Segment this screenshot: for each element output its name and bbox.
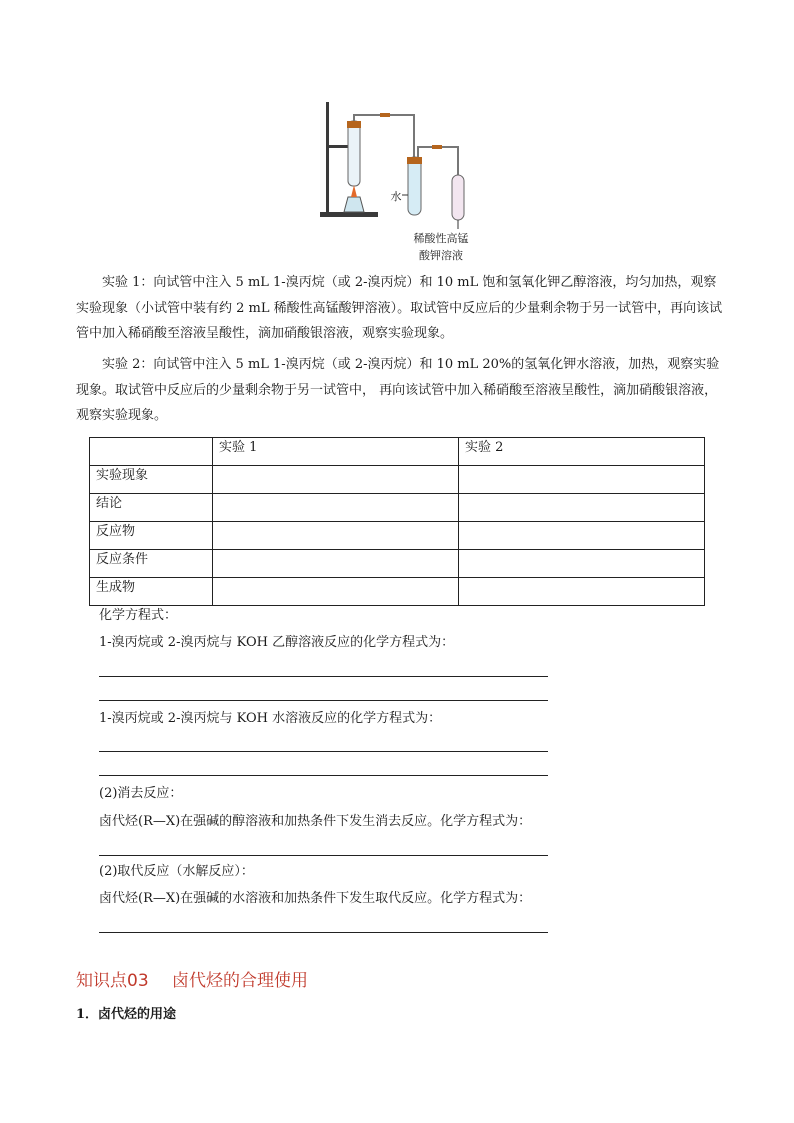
experiment-1-text: 实验 1：向试管中注入 5 mL 1-溴丙烷（或 2-溴丙烷）和 10 mL 饱和氢氧化钾乙醇溶液，均匀加热，观察实验现象（小试管中装有约 2 mL 稀酸性高锰酸钾溶液）。取试管中反应后的少量剩余物于另一试管中，再向该试 管中加入稀硝酸至溶液呈酸性，滴加硝酸银溶液，观察实验现象。 [76,275,723,341]
table-cell [213,494,459,522]
table-row [90,550,705,578]
answer-line [99,700,548,701]
table-row [90,578,705,606]
label-water: 水 [390,190,402,203]
subheading: 1．卤代烃的用途 [76,1007,177,1022]
table-cell [213,550,459,578]
experiment-2-text: 实验 2：向试管中注入 5 mL 1-溴丙烷（或 2-溴丙烷）和 10 mL 20%的氢氧化钾水溶液，加热，观察实验现象。取试管中反应后的少量剩余物于另一试管中， 再向该试管中加入稀硝酸至溶液呈酸性，滴加硝酸银溶液，观察实验现象。 [76,357,720,423]
answer-line [99,676,548,677]
substitution-text: 卤代烃(R—X)在强碱的水溶液和加热条件下发生取代反应。化学方程式为： [99,891,532,906]
table-cell [459,578,705,606]
table-header-cell: 实验 1 [213,438,459,466]
table-cell [213,522,459,550]
apparatus-figure [318,97,478,267]
table-cell [459,550,705,578]
table-row [90,522,705,550]
caption-line1: 稀酸性高锰 [413,232,469,245]
table-header-row [90,438,705,466]
elimination-title: (2)消去反应： [99,786,183,801]
elimination-text: 卤代烃(R—X)在强碱的醇溶液和加热条件下发生消去反应。化学方程式为： [99,814,532,829]
section-number: 知识点03 [76,971,149,991]
row-label: 反应条件 [90,550,213,578]
answer-line [99,932,548,933]
row-label: 反应物 [90,522,213,550]
equations-title: 化学方程式： [99,608,178,623]
table-header-cell: 实验 2 [459,438,705,466]
table-row [90,494,705,522]
answer-line [99,775,548,776]
experiment-table [89,437,705,606]
section-heading [76,966,308,991]
substitution-title: (2)取代反应（水解反应）： [99,864,254,879]
answer-line [99,751,548,752]
question-1: 1-溴丙烷或 2-溴丙烷与 KOH 乙醇溶液反应的化学方程式为： [99,635,455,650]
table-cell [213,578,459,606]
answer-line [99,855,548,856]
row-label: 实验现象 [90,466,213,494]
table-cell [459,466,705,494]
caption-line2: 酸钾溶液 [419,249,463,262]
row-label: 生成物 [90,578,213,606]
table-cell [459,494,705,522]
table-cell [213,466,459,494]
table-cell [459,522,705,550]
table-row [90,466,705,494]
row-label: 结论 [90,494,213,522]
table-header-cell [90,438,213,466]
question-2: 1-溴丙烷或 2-溴丙烷与 KOH 水溶液反应的化学方程式为： [99,711,442,726]
section-title: 卤代烃的合理使用 [172,971,309,991]
